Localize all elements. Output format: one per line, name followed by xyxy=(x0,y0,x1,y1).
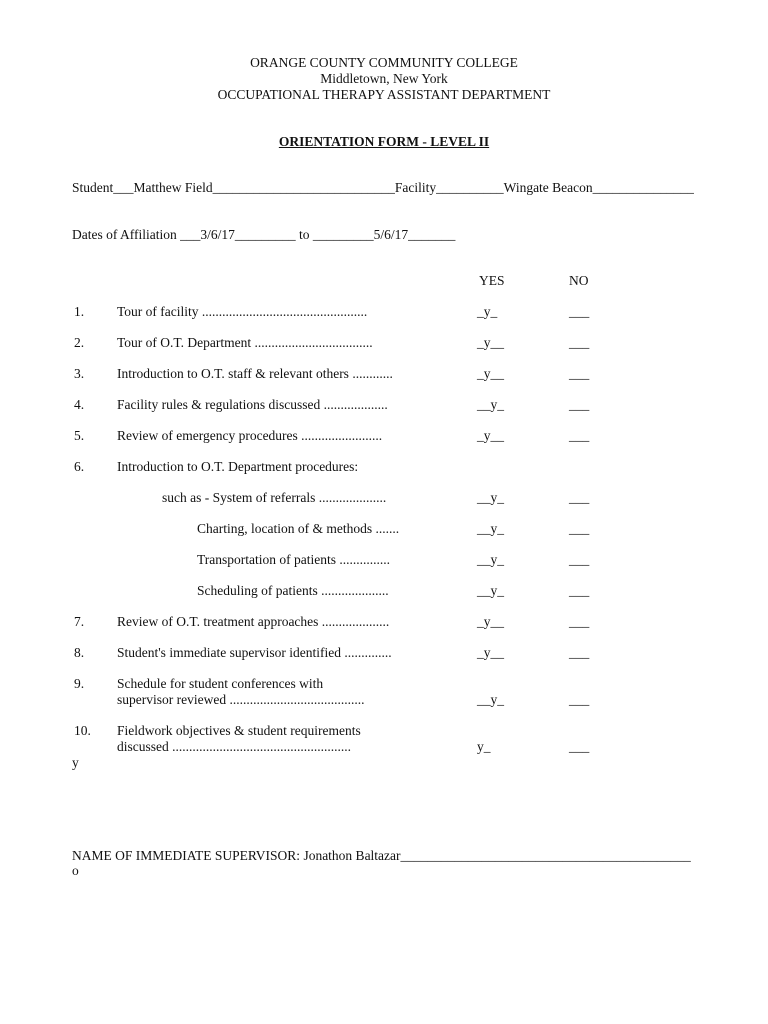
item-row xyxy=(0,490,768,510)
form-title: ORIENTATION FORM - LEVEL II xyxy=(278,134,490,149)
student-facility-line: Student___Matthew Field___________________________Facility__________Wingate Beacon_______________ xyxy=(72,180,694,195)
item-yes-answer: __y_ xyxy=(477,521,504,536)
item-no-answer: ___ xyxy=(569,490,590,505)
column-header-no: NO xyxy=(569,273,589,288)
item-yes-answer: _y__ xyxy=(477,335,504,350)
item-row xyxy=(0,614,768,634)
item-no-answer: ___ xyxy=(569,552,590,567)
item-row xyxy=(0,692,768,712)
item-text: supervisor reviewed ........................................ xyxy=(117,692,365,707)
stray-mark-y: y xyxy=(72,755,79,770)
item-number: 10. xyxy=(74,723,91,738)
item-yes-answer: _y__ xyxy=(477,614,504,629)
item-number: 7. xyxy=(74,614,85,629)
item-number: 9. xyxy=(74,676,85,691)
item-yes-answer: __y_ xyxy=(477,583,504,598)
item-row xyxy=(0,552,768,572)
item-number: 4. xyxy=(74,397,85,412)
item-yes-answer: __y_ xyxy=(477,552,504,567)
item-no-answer: ___ xyxy=(569,428,590,443)
column-header-yes: YES xyxy=(479,273,505,288)
item-text: Schedule for student conferences with xyxy=(117,676,324,691)
item-text: discussed ..................................................... xyxy=(117,739,351,754)
item-text: Review of O.T. treatment approaches .................... xyxy=(117,614,390,629)
item-text: Introduction to O.T. Department procedures: xyxy=(117,459,359,474)
item-yes-answer: __y_ xyxy=(477,397,504,412)
header-department: OCCUPATIONAL THERAPY ASSISTANT DEPARTMENT xyxy=(217,87,551,102)
supervisor-name-line: NAME OF IMMEDIATE SUPERVISOR: Jonathon Baltazar___________________________________________ xyxy=(72,848,691,863)
item-text: Tour of O.T. Department ................................... xyxy=(117,335,373,350)
item-yes-answer: y_ xyxy=(477,739,491,754)
item-yes-answer: __y_ xyxy=(477,692,504,707)
item-yes-answer: __y_ xyxy=(477,490,504,505)
item-text: Student's immediate supervisor identified .............. xyxy=(117,645,392,660)
item-yes-answer: _y__ xyxy=(477,645,504,660)
item-number: 1. xyxy=(74,304,85,319)
header-college: ORANGE COUNTY COMMUNITY COLLEGE xyxy=(250,55,518,70)
item-row xyxy=(0,645,768,665)
item-number: 8. xyxy=(74,645,85,660)
item-no-answer: ___ xyxy=(569,692,590,707)
item-text: Tour of facility ................................................. xyxy=(117,304,368,319)
stray-mark-o: o xyxy=(72,863,79,878)
item-text: Charting, location of & methods ....... xyxy=(197,521,400,536)
item-row xyxy=(0,428,768,448)
item-row xyxy=(0,583,768,603)
item-row xyxy=(0,335,768,355)
item-yes-answer: _y__ xyxy=(477,428,504,443)
item-text: Scheduling of patients .................... xyxy=(197,583,389,598)
item-row xyxy=(0,366,768,386)
item-no-answer: ___ xyxy=(569,521,590,536)
item-text: Introduction to O.T. staff & relevant others ............ xyxy=(117,366,393,381)
dates-of-affiliation-line: Dates of Affiliation ___3/6/17_________ to _________5/6/17_______ xyxy=(72,227,456,242)
item-no-answer: ___ xyxy=(569,645,590,660)
item-text: Transportation of patients ............... xyxy=(197,552,390,567)
item-no-answer: ___ xyxy=(569,397,590,412)
item-yes-answer: _y__ xyxy=(477,366,504,381)
item-number: 3. xyxy=(74,366,85,381)
item-row xyxy=(0,739,768,759)
item-row xyxy=(0,304,768,324)
item-text: Review of emergency procedures ........................ xyxy=(117,428,383,443)
item-number: 6. xyxy=(74,459,85,474)
header-location: Middletown, New York xyxy=(320,71,448,86)
item-no-answer: ___ xyxy=(569,335,590,350)
item-row xyxy=(0,397,768,417)
item-no-answer: ___ xyxy=(569,614,590,629)
item-yes-answer: _y_ xyxy=(477,304,498,319)
item-no-answer: ___ xyxy=(569,583,590,598)
item-row xyxy=(0,459,768,479)
item-text: Facility rules & regulations discussed ................... xyxy=(117,397,388,412)
item-number: 2. xyxy=(74,335,85,350)
item-no-answer: ___ xyxy=(569,739,590,754)
item-no-answer: ___ xyxy=(569,304,590,319)
item-text: such as - System of referrals .................... xyxy=(162,490,387,505)
item-no-answer: ___ xyxy=(569,366,590,381)
item-text: Fieldwork objectives & student requirements xyxy=(117,723,361,738)
item-row xyxy=(0,521,768,541)
item-number: 5. xyxy=(74,428,85,443)
